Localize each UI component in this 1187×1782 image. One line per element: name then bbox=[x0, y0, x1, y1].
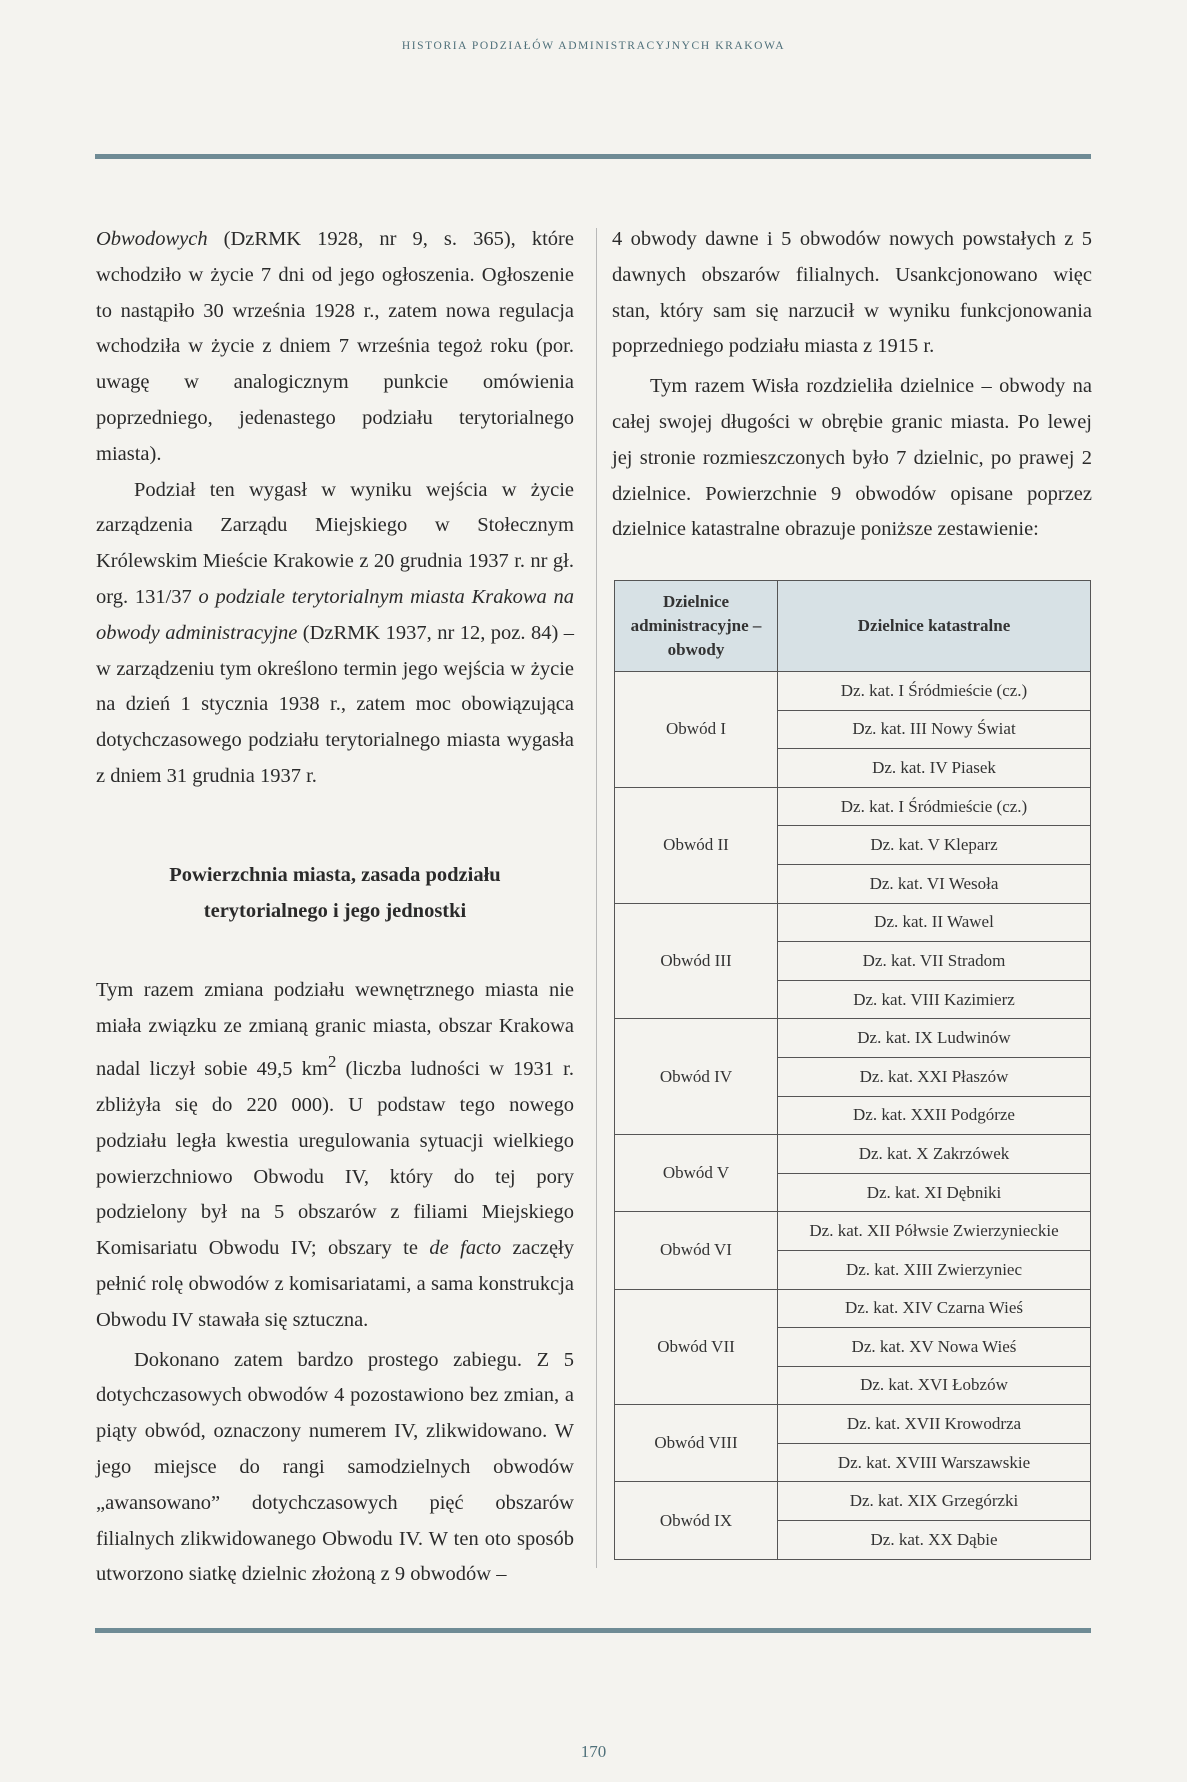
obwod-cell: Obwód V bbox=[615, 1135, 778, 1212]
section-heading-line-1: Powierzchnia miasta, zasada podziału bbox=[169, 863, 501, 886]
obwod-cell: Obwód VIII bbox=[615, 1405, 778, 1482]
cadastral-district-cell: Dz. kat. XXI Płaszów bbox=[778, 1057, 1091, 1096]
table-body bbox=[615, 672, 1091, 1560]
cadastral-district-cell: Dz. kat. X Zakrzówek bbox=[778, 1135, 1091, 1174]
left-column bbox=[96, 222, 574, 1593]
table-header-cadastral: Dzielnice katastralne bbox=[778, 581, 1091, 672]
paragraph-2 bbox=[96, 473, 574, 795]
cadastral-district-cell: Dz. kat. XVII Krowodrza bbox=[778, 1405, 1091, 1444]
paragraph-4: Dokonano zatem bardzo prostego zabiegu. Z 5 dotychczasowych obwodów 4 pozostawiono bez zmian, a piąty obwód, oznaczony numerem IV, zlikwidowano. W jego miejsce do rangi samodzielnych obwodów „awansowano” dotychczasowych pięć obszarów filialnych zlikwidowanego Obwodu IV. W ten oto sposób utworzono siatkę dzielnic złożoną z 9 obwodów – bbox=[96, 1348, 574, 1586]
paragraph-1 bbox=[96, 222, 574, 473]
right-column bbox=[612, 222, 1092, 548]
obwod-cell: Obwód VI bbox=[615, 1212, 778, 1289]
cadastral-district-cell: Dz. kat. XXII Podgórze bbox=[778, 1096, 1091, 1135]
cadastral-district-cell: Dz. kat. I Śródmieście (cz.) bbox=[778, 787, 1091, 826]
paragraph-2-text-a: Podział ten wygasł w wyniku wejścia w życie zarządzenia Zarządu Miejskiego w Stołecznym Królewskim Mieście Krakowie z 20 grudnia 1937 r. nr gł. org. 131/37 bbox=[96, 478, 574, 608]
paragraph-3-italic: de facto bbox=[429, 1237, 502, 1260]
cadastral-district-cell: Dz. kat. XX Dąbie bbox=[778, 1521, 1091, 1560]
obwod-cell: Obwód III bbox=[615, 903, 778, 1019]
paragraph-3 bbox=[96, 973, 574, 1339]
paragraph-3-text-a: Tym razem zmiana podziału wewnętrznego miasta nie miała związku ze zmianą granic miasta, obszar Krakowa nadal liczył sobie 49,5 km bbox=[96, 978, 574, 1081]
obwod-cell: Obwód IX bbox=[615, 1482, 778, 1559]
top-rule bbox=[95, 154, 1091, 159]
cadastral-district-cell: Dz. kat. VIII Kazimierz bbox=[778, 980, 1091, 1019]
column-divider bbox=[596, 228, 597, 1568]
table-row bbox=[615, 672, 1091, 711]
right-paragraph-1: 4 obwody dawne i 5 obwodów nowych powstałych z 5 dawnych obszarów filialnych. Usankcjonowano więc stan, który sam się narzucił w wyniku funkcjonowania poprzedniego podziału miasta z 1915 r. bbox=[612, 228, 1092, 358]
right-paragraph-2: Tym razem Wisła rozdzieliła dzielnice – obwody na całej swojej długości w obrębie granic miasta. Po lewej jej stronie rozmieszczonych było 7 dzielnic, po prawej 2 dzielnice. Powierzchnie 9 obwodów opisane poprzez dzielnice katastralne obrazuje poniższe zestawienie: bbox=[612, 375, 1092, 541]
table-row bbox=[615, 903, 1091, 942]
bottom-rule bbox=[95, 1628, 1091, 1633]
cadastral-district-cell: Dz. kat. IV Piasek bbox=[778, 749, 1091, 788]
obwod-cell: Obwód I bbox=[615, 672, 778, 788]
section-heading-line-2: terytorialnego i jego jednostki bbox=[203, 899, 467, 922]
section-heading bbox=[96, 857, 574, 929]
table-row bbox=[615, 1289, 1091, 1328]
obwod-cell: Obwód II bbox=[615, 787, 778, 903]
cadastral-district-cell: Dz. kat. III Nowy Świat bbox=[778, 710, 1091, 749]
paragraph-2-text-b: (DzRMK 1937, nr 12, poz. 84) – w zarządzeniu tym określono termin jego wejścia w życie na dzień 1 stycznia 1938 r., zatem moc obowiązująca dotychczasowego podziału terytorialnego miasta wygasła z dniem 31 grudnia 1937 r. bbox=[96, 621, 574, 787]
paragraph-3-text-b: (liczba ludności w 1931 r. zbliżyła się do 220 000). U podstaw tego nowego podziału legła kwestia uregulowania sytuacji wielkiego powierzchniowo Obwodu IV, który do tej pory podzielony był na 5 obszarów z filiami Miejskiego Komisariatu Obwodu IV; obszary te bbox=[96, 1058, 574, 1260]
cadastral-district-cell: Dz. kat. VI Wesoła bbox=[778, 864, 1091, 903]
table-row bbox=[615, 1019, 1091, 1058]
cadastral-district-cell: Dz. kat. XIX Grzegórzki bbox=[778, 1482, 1091, 1521]
paragraph-2-italic: o podziale terytorialnym miasta Krakowa na obwody administracyjne bbox=[96, 585, 574, 644]
cadastral-district-cell: Dz. kat. IX Ludwinów bbox=[778, 1019, 1091, 1058]
table-row bbox=[615, 1135, 1091, 1174]
cadastral-district-cell: Dz. kat. XVIII Warszawskie bbox=[778, 1443, 1091, 1482]
paragraph-3-text-c: zaczęły pełnić rolę obwodów z komisariatami, a sama konstrukcja Obwodu IV stawała się sztuczna. bbox=[96, 1237, 574, 1331]
cadastral-district-cell: Dz. kat. XIII Zwierzyniec bbox=[778, 1250, 1091, 1289]
cadastral-district-cell: Dz. kat. XVI Łobzów bbox=[778, 1366, 1091, 1405]
paragraph-1-italic: Obwodowych bbox=[96, 228, 208, 250]
running-title: HISTORIA PODZIAŁÓW ADMINISTRACYJNYCH KRAKOWA bbox=[401, 40, 786, 52]
paragraph-3-superscript: 2 bbox=[327, 1052, 337, 1072]
page-number: 170 bbox=[580, 1742, 607, 1761]
cadastral-district-cell: Dz. kat. II Wawel bbox=[778, 903, 1091, 942]
cadastral-district-cell: Dz. kat. I Śródmieście (cz.) bbox=[778, 672, 1091, 711]
obwod-cell: Obwód VII bbox=[615, 1289, 778, 1405]
table-row bbox=[615, 1212, 1091, 1251]
table-header-administrative: Dzielnice administracyjne – obwody bbox=[615, 581, 778, 672]
cadastral-district-cell: Dz. kat. XI Dębniki bbox=[778, 1173, 1091, 1212]
table-row bbox=[615, 787, 1091, 826]
cadastral-district-cell: Dz. kat. XV Nowa Wieś bbox=[778, 1328, 1091, 1367]
obwod-cell: Obwód IV bbox=[615, 1019, 778, 1135]
districts-table bbox=[614, 580, 1091, 1560]
table-header-row bbox=[615, 581, 1091, 672]
paragraph-1-text: (DzRMK 1928, nr 9, s. 365), które wchodziło w życie 7 dni od jego ogłoszenia. Ogłoszenie to nastąpiło 30 września 1928 r., zatem nowa regulacja wchodziła w życie z dniem 7 września tegoż roku (por. uwagę w analogicznym punkcie omówienia poprzedniego, jedenastego podziału terytorialnego miasta). bbox=[96, 228, 574, 465]
cadastral-district-cell: Dz. kat. XII Półwsie Zwierzynieckie bbox=[778, 1212, 1091, 1251]
table-row bbox=[615, 1482, 1091, 1521]
cadastral-district-cell: Dz. kat. XIV Czarna Wieś bbox=[778, 1289, 1091, 1328]
cadastral-district-cell: Dz. kat. VII Stradom bbox=[778, 942, 1091, 981]
cadastral-district-cell: Dz. kat. V Kleparz bbox=[778, 826, 1091, 865]
table-row bbox=[615, 1405, 1091, 1444]
